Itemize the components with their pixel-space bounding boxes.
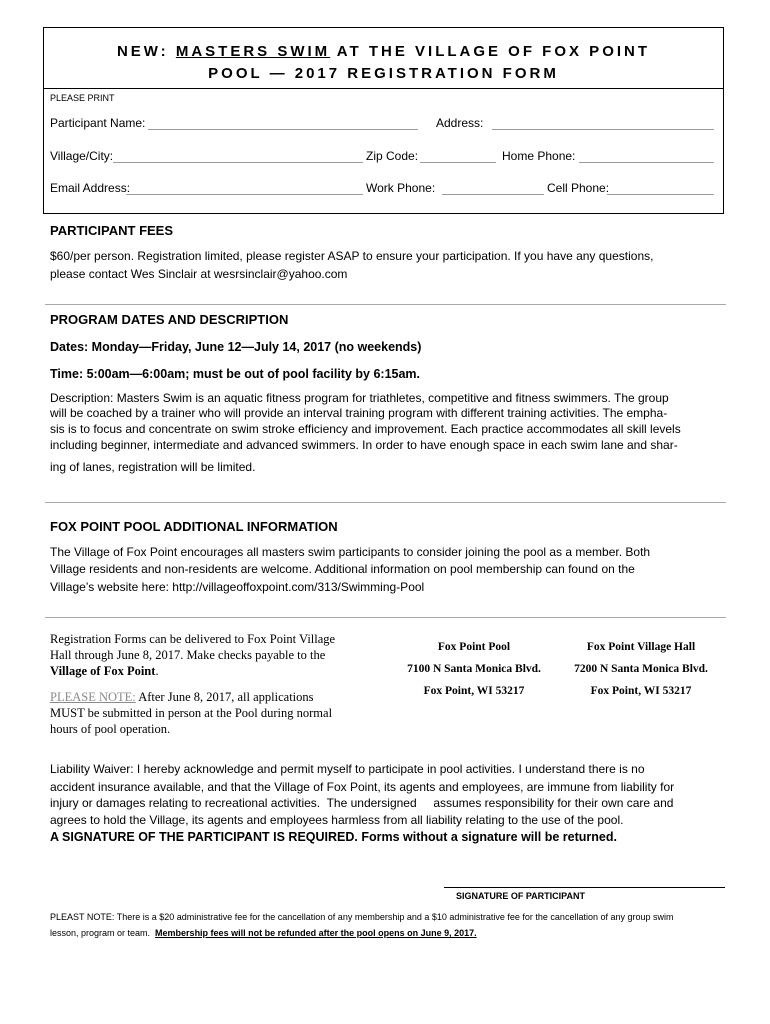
waiver-line-4: agrees to hold the Village, its agents and employees harmless from all liability relating to the use of the pool. bbox=[50, 813, 624, 827]
section-divider bbox=[45, 502, 726, 503]
delivery-info bbox=[50, 631, 335, 679]
fees-heading: PARTICIPANT FEES bbox=[50, 223, 174, 238]
payee-period: . bbox=[155, 664, 159, 678]
please-note-label: PLEASE NOTE: bbox=[50, 690, 136, 704]
email-field[interactable] bbox=[126, 194, 363, 195]
location-village-hall bbox=[560, 636, 722, 702]
location-street: 7100 N Santa Monica Blvd. bbox=[407, 663, 541, 675]
location-city: Fox Point, WI 53217 bbox=[590, 685, 692, 697]
footnote-line-1: PLEAST NOTE: There is a $20 administrative fee for the cancellation of any membership and a $10 administrative fee for the cancellation of any group swim bbox=[50, 912, 674, 922]
delivery-line-3 bbox=[50, 663, 335, 679]
program-time: Time: 5:00am—6:00am; must be out of pool facility by 6:15am. bbox=[50, 367, 421, 381]
program-desc-line-3: sis is to focus and concentrate on swim stroke efficiency and improvement. Each practice accommodates all skill levels bbox=[50, 422, 681, 436]
footnote-text: lesson, program or team. bbox=[50, 928, 156, 938]
payee-name: Village of Fox Point bbox=[50, 664, 156, 678]
cell-phone-field[interactable] bbox=[607, 194, 714, 195]
home-phone-label: Home Phone: bbox=[502, 149, 576, 163]
program-desc-line-5: ing of lanes, registration will be limited. bbox=[50, 460, 256, 474]
additional-info-line-3: Village’s website here: http://villageoffoxpoint.com/313/Swimming-Pool bbox=[50, 580, 425, 594]
additional-info-line-1: The Village of Fox Point encourages all masters swim participants to consider joining the pool as a member. Both bbox=[50, 545, 651, 559]
village-city-label: Village/City: bbox=[50, 149, 114, 163]
waiver-line-2: accident insurance available, and that the Village of Fox Point, its agents and employees, are immune from liability for bbox=[50, 780, 675, 794]
location-street: 7200 N Santa Monica Blvd. bbox=[574, 663, 708, 675]
program-desc-line-1: Description: Masters Swim is an aquatic fitness program for triathletes, competitive and fitness swimmers. The group bbox=[50, 391, 669, 405]
deadline-note-line-3: hours of pool operation. bbox=[50, 722, 171, 736]
location-city: Fox Point, WI 53217 bbox=[423, 685, 525, 697]
deadline-note-line-2: MUST be submitted in person at the Pool during normal bbox=[50, 706, 333, 720]
deadline-note-text: After June 8, 2017, all applications bbox=[135, 690, 314, 704]
delivery-line-2: Hall through June 8, 2017. Make checks payable to the bbox=[50, 648, 326, 662]
program-dates: Dates: Monday—Friday, June 12—July 14, 2017 (no weekends) bbox=[50, 340, 422, 354]
location-name: Fox Point Village Hall bbox=[586, 641, 696, 653]
signature-label: SIGNATURE OF PARTICIPANT bbox=[456, 891, 585, 901]
title-divider bbox=[43, 88, 724, 89]
zip-code-label: Zip Code: bbox=[366, 149, 419, 163]
signature-required-notice: A SIGNATURE OF THE PARTICIPANT IS REQUIRED. Forms without a signature will be returned. bbox=[50, 830, 617, 844]
address-label: Address: bbox=[436, 116, 484, 130]
deadline-note-line-1 bbox=[50, 689, 332, 705]
form-title-line-1 bbox=[43, 43, 724, 60]
footnote-line-2 bbox=[50, 925, 740, 941]
cell-phone-label: Cell Phone: bbox=[547, 181, 610, 195]
work-phone-label: Work Phone: bbox=[366, 181, 436, 195]
participant-name-field[interactable] bbox=[148, 129, 418, 130]
participant-name-label: Participant Name: bbox=[50, 116, 146, 130]
form-title-line-2: POOL — 2017 REGISTRATION FORM bbox=[208, 65, 559, 82]
waiver-line-1: Liability Waiver: I hereby acknowledge and permit myself to participate in pool activities. I understand there is no bbox=[50, 762, 645, 776]
village-city-field[interactable] bbox=[113, 162, 363, 163]
program-desc-line-4: including beginner, intermediate and advanced swimmers. In order to have enough space in each swim lane and shar- bbox=[50, 438, 678, 452]
location-fox-point-pool bbox=[393, 636, 555, 702]
deadline-note bbox=[50, 689, 332, 737]
title-emphasis: MASTERS SWIM bbox=[175, 43, 331, 60]
signature-line[interactable] bbox=[444, 887, 725, 888]
fees-text-line-1: $60/per person. Registration limited, please register ASAP to ensure your participation. If you have any questions, bbox=[50, 249, 654, 263]
title-rest: AT THE VILLAGE OF FOX POINT bbox=[330, 43, 651, 60]
email-label: Email Address: bbox=[50, 181, 131, 195]
please-print-note: PLEASE PRINT bbox=[50, 93, 115, 103]
address-field[interactable] bbox=[492, 129, 714, 130]
work-phone-field[interactable] bbox=[442, 194, 544, 195]
location-name: Fox Point Pool bbox=[437, 641, 511, 653]
waiver-line-3: injury or damages relating to recreational activities. The undersigned assumes responsibility for their own care and bbox=[50, 796, 674, 810]
fees-text-line-2: please contact Wes Sinclair at wesrsinclair@yahoo.com bbox=[50, 267, 348, 281]
section-divider bbox=[45, 617, 726, 618]
home-phone-field[interactable] bbox=[579, 162, 714, 163]
zip-code-field[interactable] bbox=[420, 162, 496, 163]
program-desc-line-2: will be coached by a trainer who will provide an interval training program with different training activities. The empha- bbox=[50, 406, 668, 420]
additional-info-heading: FOX POINT POOL ADDITIONAL INFORMATION bbox=[50, 519, 338, 534]
program-heading: PROGRAM DATES AND DESCRIPTION bbox=[50, 312, 289, 327]
cancellation-footnote bbox=[50, 909, 740, 941]
additional-info-line-2: Village residents and non-residents are welcome. Additional information on pool membership can found on the bbox=[50, 562, 635, 576]
refund-policy: Membership fees will not be refunded after the pool opens on June 9, 2017. bbox=[155, 928, 477, 938]
delivery-line-1: Registration Forms can be delivered to Fox Point Village bbox=[50, 632, 336, 646]
section-divider bbox=[45, 304, 726, 305]
title-prefix: NEW: bbox=[116, 43, 176, 60]
